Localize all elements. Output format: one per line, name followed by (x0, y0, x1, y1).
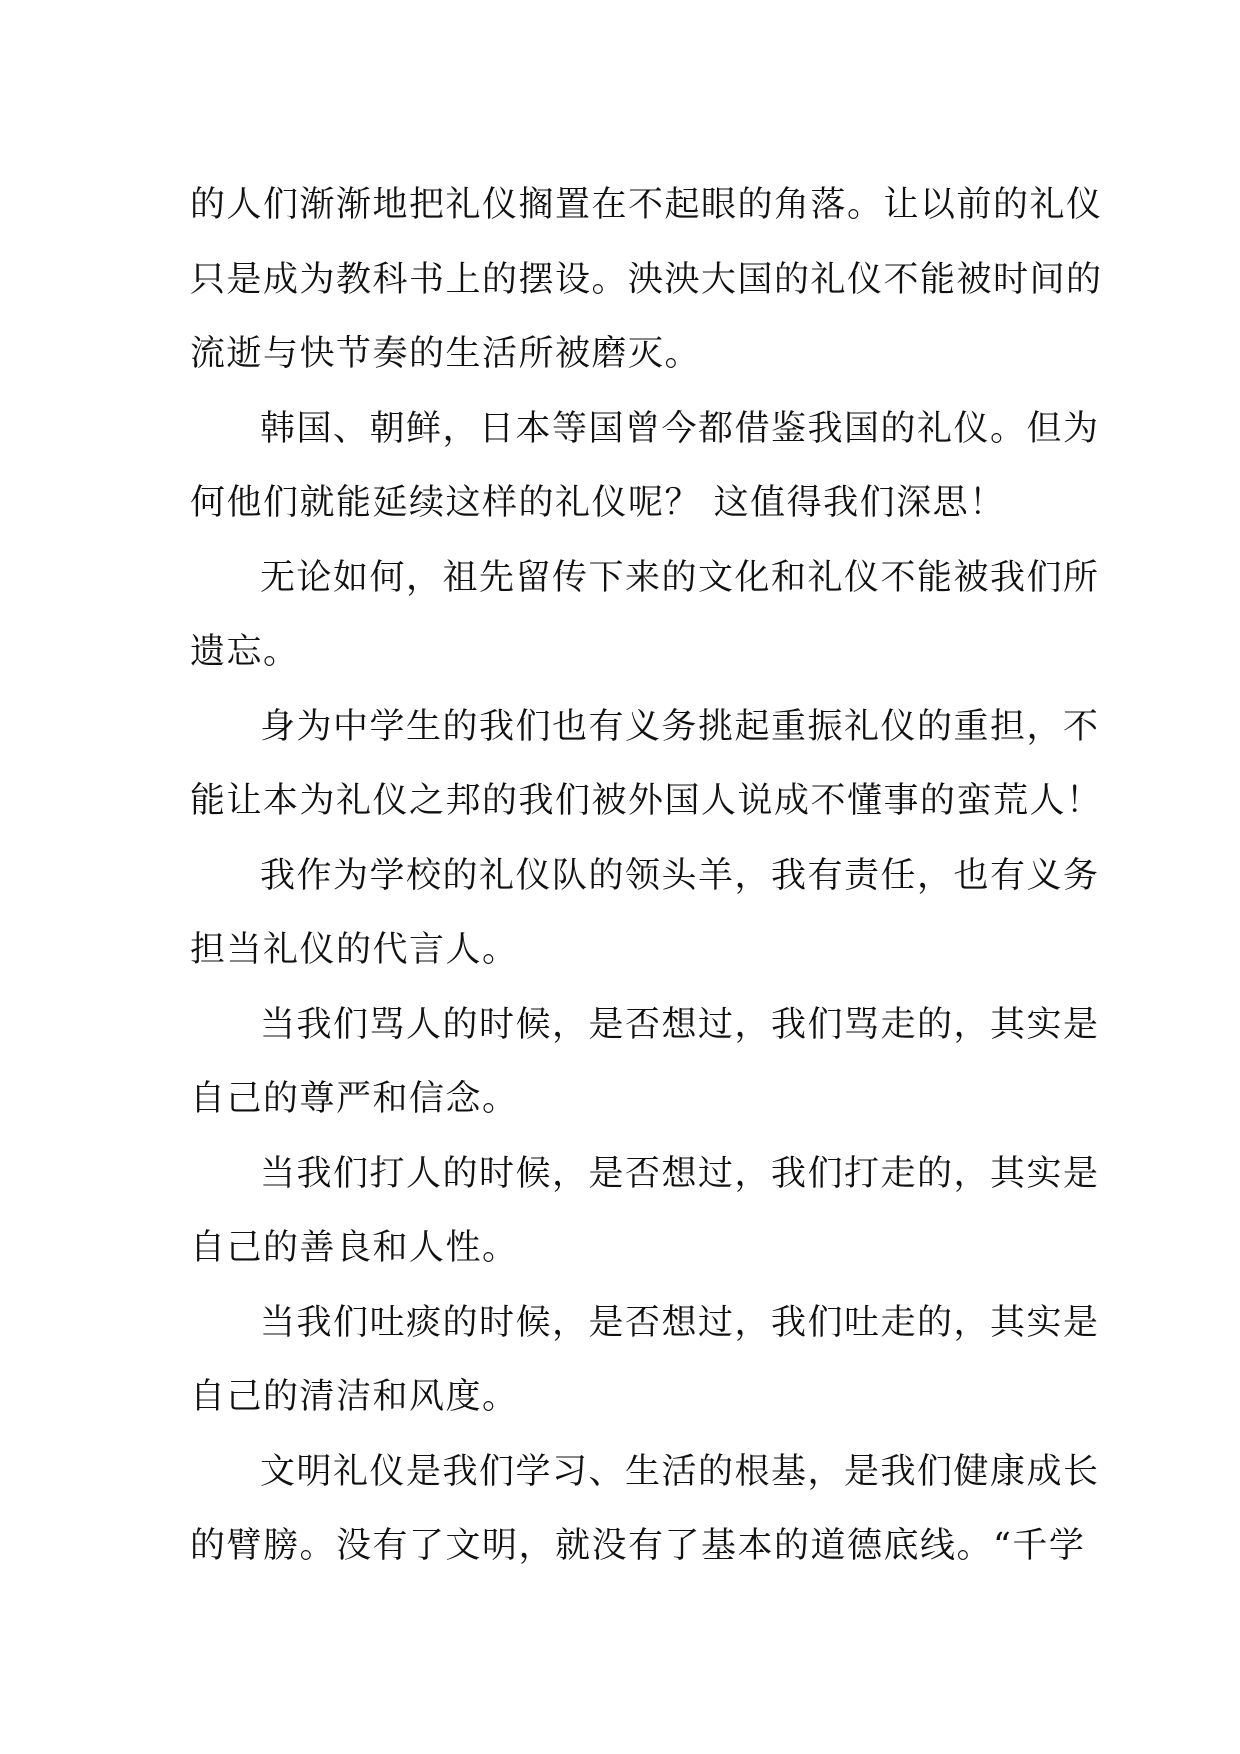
text-line: 何他们就能延续这样的礼仪呢？ 这值得我们深思！ (190, 483, 1006, 523)
paragraph (190, 168, 1103, 392)
paragraph (190, 839, 1100, 988)
text-line: 身为中学生的我们也有义务挑起重振礼仪的重担，不 (260, 706, 1100, 747)
paragraph (190, 541, 1100, 690)
paragraph (190, 690, 1103, 839)
paragraph (190, 1286, 1100, 1435)
text-line: 流逝与快节奏的生活所被磨灭。 (190, 334, 702, 374)
paragraph (190, 1137, 1100, 1286)
paragraph (190, 988, 1100, 1137)
paragraph (190, 1435, 1100, 1584)
text-line: 当我们吐痰的时候，是否想过，我们吐走的，其实是 (260, 1302, 1100, 1343)
text-line: 只是成为教科书上的摆设。泱泱大国的礼仪不能被时间的 (190, 259, 1103, 300)
text-line: 遗忘。 (190, 632, 300, 672)
text-line: 自己的尊严和信念。 (190, 1079, 519, 1119)
text-line: 当我们打人的时候，是否想过，我们打走的，其实是 (260, 1153, 1100, 1194)
text-line: 担当礼仪的代言人。 (190, 930, 519, 970)
text-line: 文明礼仪是我们学习、生活的根基，是我们健康成长 (260, 1451, 1100, 1492)
document-body (190, 168, 1103, 1584)
text-line: 无论如何，祖先留传下来的文化和礼仪不能被我们所 (260, 557, 1100, 598)
paragraph (190, 392, 1100, 541)
text-line: 当我们骂人的时候，是否想过，我们骂走的，其实是 (260, 1004, 1100, 1045)
text-line: 自己的清洁和风度。 (190, 1377, 519, 1417)
text-line: 自己的善良和人性。 (190, 1228, 519, 1268)
text-line: 能让本为礼仪之邦的我们被外国人说成不懂事的蛮荒人！ (190, 781, 1103, 821)
text-line: 的人们渐渐地把礼仪搁置在不起眼的角落。让以前的礼仪 (190, 185, 1103, 225)
text-line: 韩国、朝鲜，日本等国曾今都借鉴我国的礼仪。但为 (260, 408, 1100, 449)
text-line: 的臂膀。没有了文明，就没有了基本的道德底线。“千学 (190, 1526, 1086, 1566)
text-line: 我作为学校的礼仪队的领头羊，我有责任，也有义务 (260, 855, 1100, 896)
